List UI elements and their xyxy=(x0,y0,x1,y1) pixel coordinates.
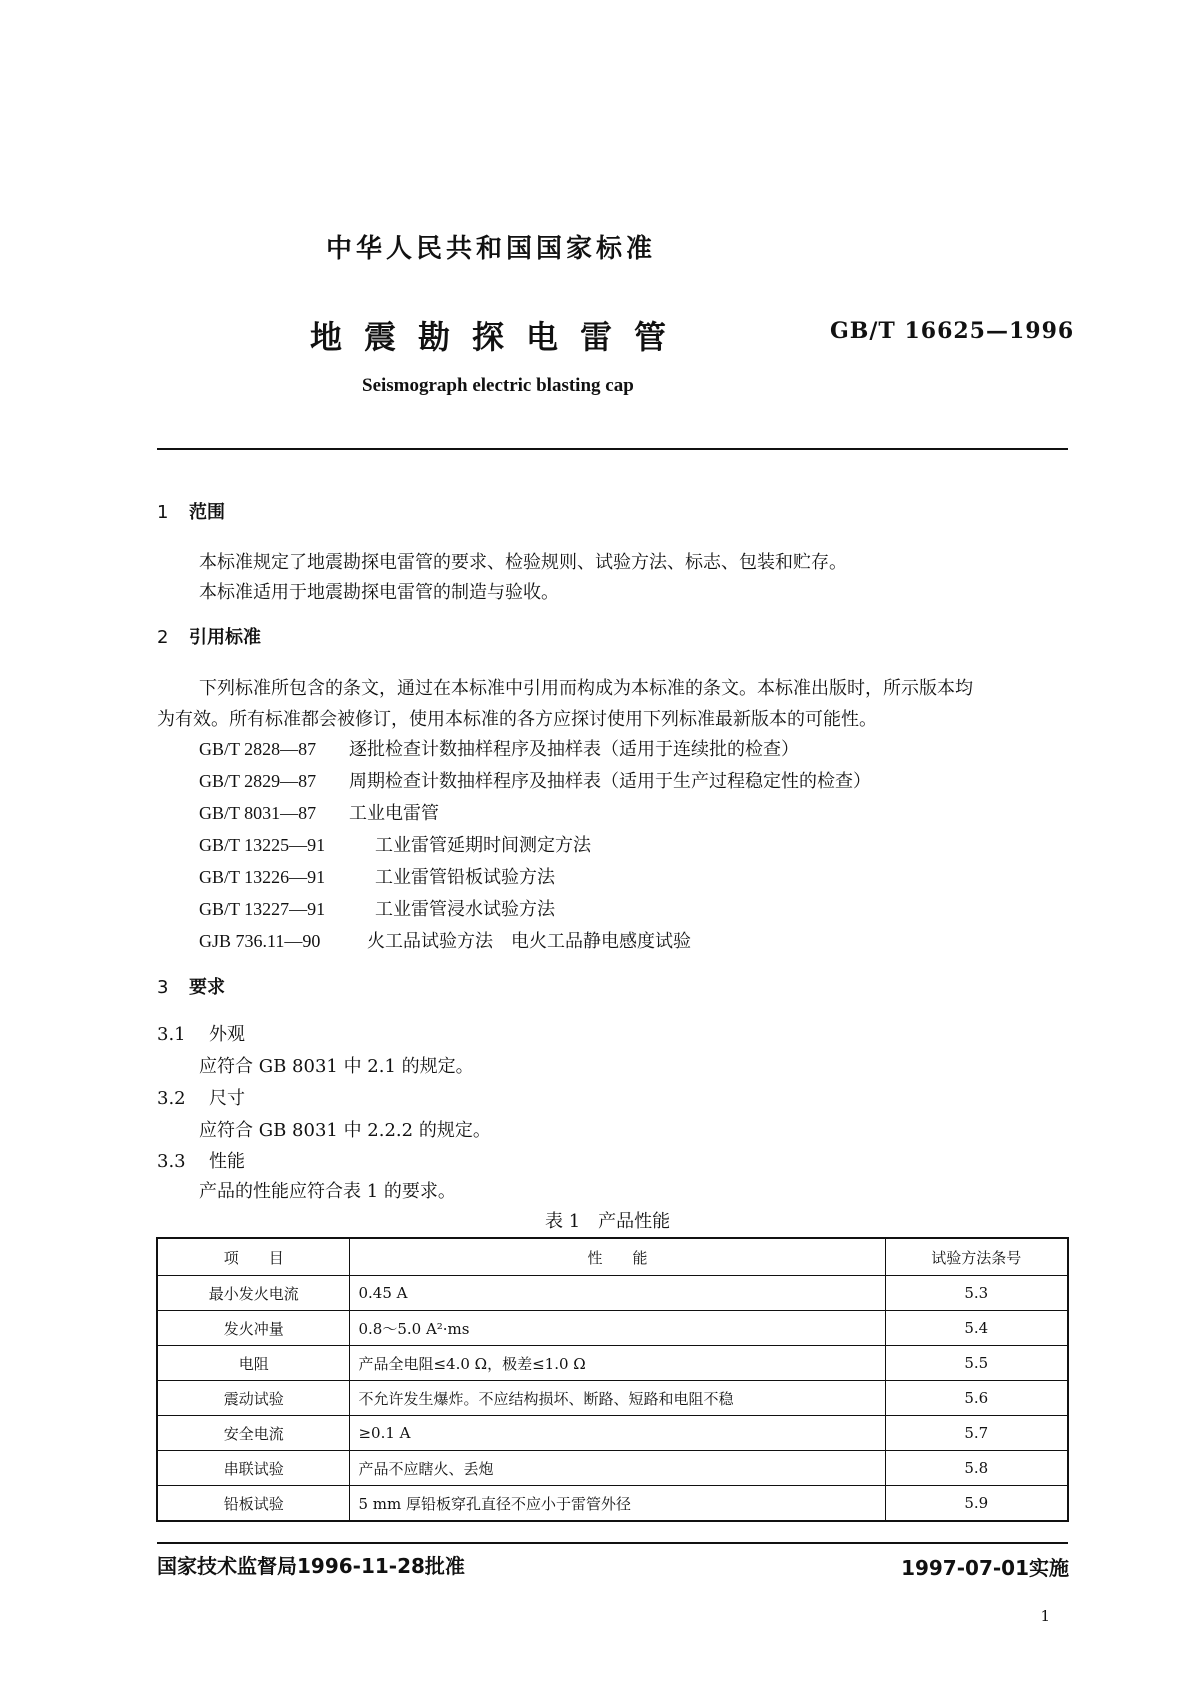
column-header-method: 试验方法条号 xyxy=(885,1238,1068,1276)
subsection-3-1-heading xyxy=(157,1020,245,1046)
cell-method: 5.6 xyxy=(885,1381,1068,1416)
table-row xyxy=(157,1451,1068,1486)
column-header-item: 项 目 xyxy=(157,1238,350,1276)
cell-item: 震动试验 xyxy=(157,1381,350,1416)
section-number: 1 xyxy=(157,502,169,523)
cell-item: 最小发火电流 xyxy=(157,1276,350,1311)
document-title: 地震勘探电雷管 xyxy=(310,318,689,356)
approval-date: 国家技术监督局1996-11-28批准 xyxy=(157,1554,465,1578)
cell-method: 5.5 xyxy=(885,1346,1068,1381)
table-row xyxy=(157,1416,1068,1451)
section-number: 2 xyxy=(157,627,169,648)
reference-code: GB/T 8031—87 xyxy=(199,803,317,823)
national-standard-label: 中华人民共和国国家标准 xyxy=(326,234,657,264)
section-title: 范围 xyxy=(189,502,225,523)
table-row xyxy=(157,1276,1068,1311)
cell-item: 铅板试验 xyxy=(157,1486,350,1522)
header-divider xyxy=(157,448,1068,450)
table-row xyxy=(157,1346,1068,1381)
table-header-row xyxy=(157,1238,1068,1276)
page-number: 1 xyxy=(1040,1607,1050,1625)
paragraph: 为有效。所有标准都会被修订，使用本标准的各方应探讨使用下列标准最新版本的可能性。 xyxy=(157,709,877,730)
cell-requirement: 产品全电阻≤4.0 Ω，极差≤1.0 Ω xyxy=(350,1346,885,1381)
subsection-number: 3.3 xyxy=(157,1151,186,1172)
standard-number: GB/T 16625—1996 xyxy=(830,318,1075,344)
reference-item xyxy=(199,767,871,793)
reference-item xyxy=(199,831,591,857)
cell-requirement: 5 mm 厚铅板穿孔直径不应小于雷管外径 xyxy=(350,1486,885,1522)
subsection-title: 性能 xyxy=(209,1151,245,1172)
reference-code: GB/T 2829—87 xyxy=(199,771,317,791)
cell-item: 安全电流 xyxy=(157,1416,350,1451)
cell-requirement: ≥0.1 A xyxy=(350,1416,885,1451)
reference-code: GB/T 2828—87 xyxy=(199,739,317,759)
section-1-heading xyxy=(157,498,225,524)
paragraph: 本标准适用于地震勘探电雷管的制造与验收。 xyxy=(199,582,559,603)
reference-title: 周期检查计数抽样程序及抽样表（适用于生产过程稳定性的检查） xyxy=(349,771,871,792)
paragraph: 下列标准所包含的条文，通过在本标准中引用而构成为本标准的条文。本标准出版时，所示版本均 xyxy=(199,678,973,699)
reference-title: 工业雷管浸水试验方法 xyxy=(375,899,555,920)
effective-date: 1997-07-01实施 xyxy=(901,1556,1069,1580)
paragraph: 应符合 GB 8031 中 2.2.2 的规定。 xyxy=(199,1120,491,1141)
paragraph: 本标准规定了地震勘探电雷管的要求、检验规则、试验方法、标志、包装和贮存。 xyxy=(199,552,847,573)
reference-title: 逐批检查计数抽样程序及抽样表（适用于连续批的检查） xyxy=(349,739,799,760)
performance-table xyxy=(156,1237,1069,1522)
cell-method: 5.8 xyxy=(885,1451,1068,1486)
reference-title: 工业电雷管 xyxy=(349,803,439,824)
subsection-title: 外观 xyxy=(209,1024,245,1045)
cell-item: 电阻 xyxy=(157,1346,350,1381)
reference-code: GB/T 13227—91 xyxy=(199,899,326,919)
subsection-title: 尺寸 xyxy=(209,1088,245,1109)
cell-method: 5.7 xyxy=(885,1416,1068,1451)
reference-item xyxy=(199,735,799,761)
footer-divider xyxy=(157,1542,1068,1544)
subsection-number: 3.1 xyxy=(157,1024,186,1045)
cell-item: 发火冲量 xyxy=(157,1311,350,1346)
reference-item xyxy=(199,799,439,825)
reference-item xyxy=(199,863,555,889)
section-number: 3 xyxy=(157,977,169,998)
cell-item: 串联试验 xyxy=(157,1451,350,1486)
paragraph: 应符合 GB 8031 中 2.1 的规定。 xyxy=(199,1056,474,1077)
reference-code: GB/T 13225—91 xyxy=(199,835,326,855)
cell-requirement: 产品不应瞎火、丢炮 xyxy=(350,1451,885,1486)
cell-requirement: 不允许发生爆炸。不应结构损坏、断路、短路和电阻不稳 xyxy=(350,1381,885,1416)
reference-title: 工业雷管铅板试验方法 xyxy=(375,867,555,888)
cell-requirement: 0.45 A xyxy=(350,1276,885,1311)
reference-title: 工业雷管延期时间测定方法 xyxy=(375,835,591,856)
reference-code: GJB 736.11—90 xyxy=(199,931,321,951)
table-caption: 表 1 产品性能 xyxy=(545,1211,671,1232)
reference-item xyxy=(199,927,691,953)
reference-title: 火工品试验方法 电火工品静电感度试验 xyxy=(367,931,691,952)
subsection-3-3-heading xyxy=(157,1147,245,1173)
column-header-performance: 性 能 xyxy=(350,1238,885,1276)
subsection-number: 3.2 xyxy=(157,1088,186,1109)
cell-method: 5.9 xyxy=(885,1486,1068,1522)
english-title: Seismograph electric blasting cap xyxy=(362,375,634,396)
section-title: 要求 xyxy=(189,977,225,998)
paragraph: 产品的性能应符合表 1 的要求。 xyxy=(199,1181,456,1202)
section-2-heading xyxy=(157,623,261,649)
table-row xyxy=(157,1486,1068,1522)
cell-method: 5.4 xyxy=(885,1311,1068,1346)
reference-item xyxy=(199,895,555,921)
reference-code: GB/T 13226—91 xyxy=(199,867,326,887)
cell-requirement: 0.8～5.0 A²·ms xyxy=(350,1311,885,1346)
section-3-heading xyxy=(157,973,225,999)
subsection-3-2-heading xyxy=(157,1084,245,1110)
section-title: 引用标准 xyxy=(189,627,261,648)
table-row xyxy=(157,1311,1068,1346)
table-row xyxy=(157,1381,1068,1416)
cell-method: 5.3 xyxy=(885,1276,1068,1311)
